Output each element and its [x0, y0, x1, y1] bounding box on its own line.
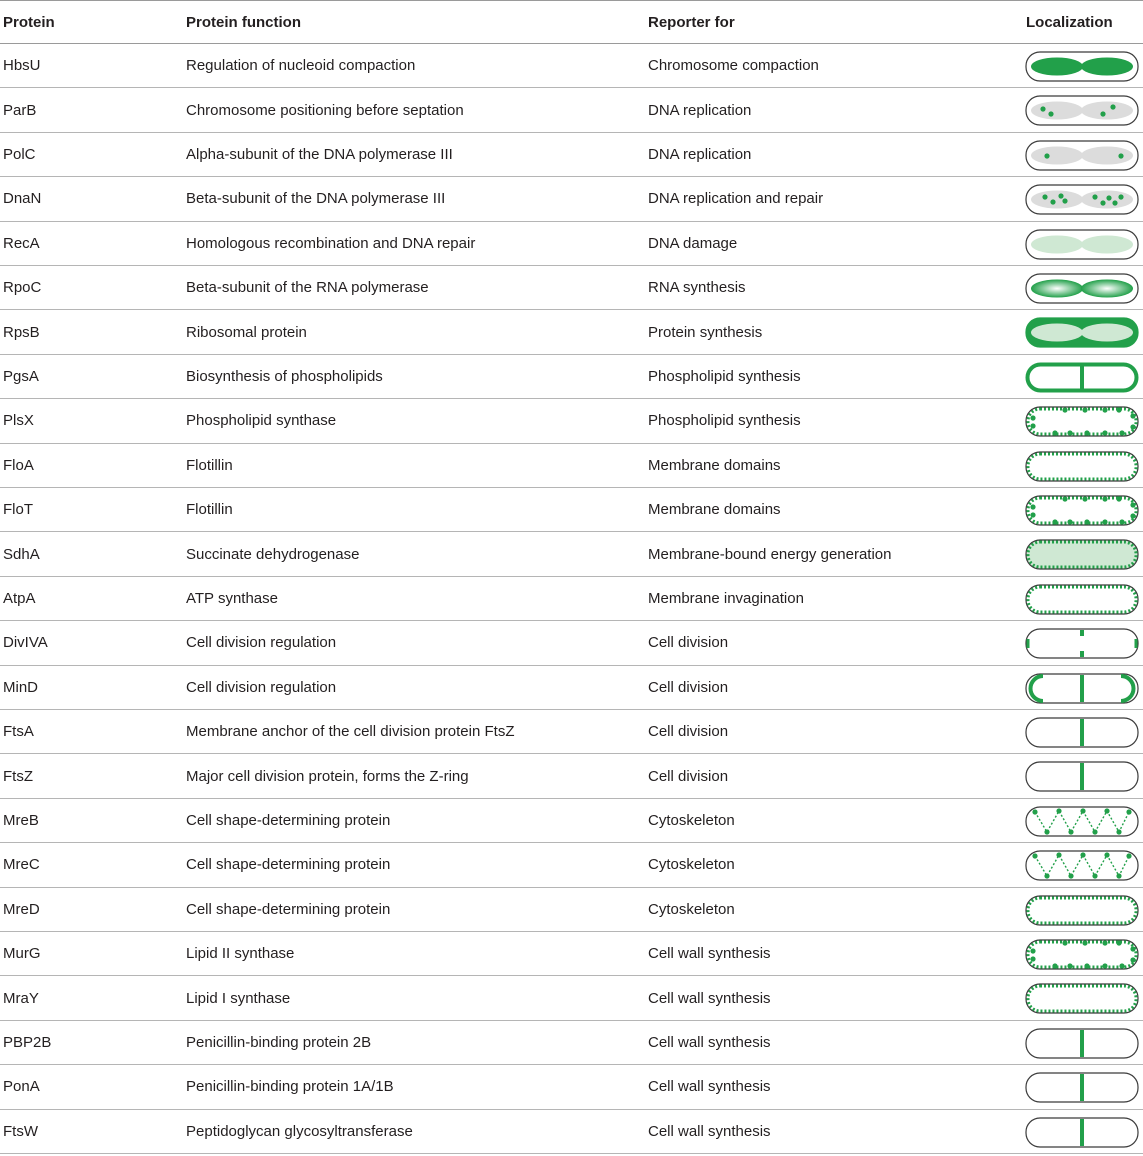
table-row — [0, 577, 1143, 621]
localization-cell — [1025, 939, 1139, 975]
protein-cell: FtsW — [3, 1122, 38, 1140]
cell-membrane-dotted-icon — [1025, 983, 1139, 1014]
protein-cell: MinD — [3, 678, 39, 696]
localization-cell — [1025, 673, 1139, 709]
protein-cell: MreC — [3, 856, 40, 874]
function-cell: Regulation of nucleoid compaction — [186, 57, 416, 75]
table-row — [0, 1065, 1143, 1109]
function-cell: Lipid I synthase — [186, 989, 291, 1007]
protein-cell: PlsX — [3, 412, 34, 430]
table-row — [0, 355, 1143, 399]
localization-cell — [1025, 184, 1139, 220]
localization-cell — [1025, 51, 1139, 87]
function-cell: Succinate dehydrogenase — [186, 545, 360, 563]
localization-cell — [1025, 761, 1139, 797]
protein-cell: PonA — [3, 1078, 40, 1096]
function-cell: Beta-subunit of the DNA polymerase III — [186, 190, 446, 208]
protein-cell: FtsZ — [3, 767, 33, 785]
table-row — [0, 177, 1143, 221]
localization-cell — [1025, 806, 1139, 842]
protein-cell: MreD — [3, 900, 40, 918]
localization-cell — [1025, 451, 1139, 487]
cell-helix-icon — [1025, 850, 1139, 881]
function-cell: Peptidoglycan glycosyltransferase — [186, 1122, 413, 1140]
table-header — [0, 0, 1143, 44]
protein-cell: DivIVA — [3, 634, 48, 652]
cell-helix-icon — [1025, 806, 1139, 837]
protein-cell: FloA — [3, 456, 34, 474]
function-cell: Biosynthesis of phospholipids — [186, 367, 383, 385]
reporter-cell: Cytoskeleton — [648, 900, 735, 918]
function-cell: Chromosome positioning before septation — [186, 101, 464, 119]
header-protein: Protein — [3, 13, 55, 31]
table-row — [0, 532, 1143, 576]
function-cell: Cell division regulation — [186, 678, 337, 696]
cell-membrane-dotted-icon — [1025, 895, 1139, 926]
protein-cell: SdhA — [3, 545, 40, 563]
protein-cell: FtsA — [3, 723, 34, 741]
protein-cell: PolC — [3, 145, 36, 163]
reporter-cell: Cell division — [648, 678, 729, 696]
function-cell: Penicillin-binding protein 2B — [186, 1033, 372, 1051]
cell-septum-icon — [1025, 1072, 1139, 1103]
reporter-cell: Membrane domains — [648, 501, 781, 519]
function-cell: ATP synthase — [186, 589, 278, 607]
reporter-cell: Cell division — [648, 767, 729, 785]
localization-cell — [1025, 628, 1139, 664]
reporter-cell: Phospholipid synthesis — [648, 367, 801, 385]
localization-cell — [1025, 406, 1139, 442]
reporter-cell: Cell wall synthesis — [648, 1033, 771, 1051]
table-row — [0, 932, 1143, 976]
table-row — [0, 621, 1143, 665]
reporter-cell: Chromosome compaction — [648, 57, 819, 75]
table-row — [0, 1110, 1143, 1154]
protein-cell: FloT — [3, 501, 33, 519]
localization-cell — [1025, 1028, 1139, 1064]
cell-nucleoid-gradient-icon — [1025, 273, 1139, 304]
protein-cell: RecA — [3, 234, 40, 252]
localization-cell — [1025, 1072, 1139, 1108]
reporter-cell: Protein synthesis — [648, 323, 763, 341]
cell-nucleoid-polar-foci-icon — [1025, 140, 1139, 171]
protein-cell: MurG — [3, 945, 41, 963]
table-row — [0, 976, 1143, 1020]
function-cell: Major cell division protein, forms the Z-ring — [186, 767, 469, 785]
cell-membrane-septum-icon — [1025, 362, 1139, 393]
function-cell: Ribosomal protein — [186, 323, 307, 341]
reporter-cell: Cell wall synthesis — [648, 1078, 771, 1096]
function-cell: Flotillin — [186, 501, 233, 519]
table-row — [0, 888, 1143, 932]
table-row — [0, 88, 1143, 132]
function-cell: Phospholipid synthase — [186, 412, 337, 430]
localization-cell — [1025, 1117, 1139, 1153]
protein-cell: ParB — [3, 101, 37, 119]
reporter-cell: Membrane domains — [648, 456, 781, 474]
localization-cell — [1025, 140, 1139, 176]
table-row — [0, 44, 1143, 88]
function-cell: Homologous recombination and DNA repair — [186, 234, 476, 252]
reporter-cell: DNA replication — [648, 101, 752, 119]
function-cell: Cell shape-determining protein — [186, 856, 391, 874]
localization-cell — [1025, 850, 1139, 886]
localization-cell — [1025, 95, 1139, 131]
cell-membrane-foci-icon — [1025, 495, 1139, 526]
header-reporter-for: Reporter for — [648, 13, 735, 31]
cell-septum-icon — [1025, 717, 1139, 748]
cell-membrane-dotted-filled-icon — [1025, 539, 1139, 570]
table-row — [0, 310, 1143, 354]
reporter-cell: Cell wall synthesis — [648, 945, 771, 963]
reporter-cell: Cytoskeleton — [648, 811, 735, 829]
reporter-cell: Cell division — [648, 723, 729, 741]
function-cell: Alpha-subunit of the DNA polymerase III — [186, 145, 453, 163]
cell-septum-icon — [1025, 1028, 1139, 1059]
cell-nucleoid-foci-icon — [1025, 95, 1139, 126]
cell-septum-icon — [1025, 761, 1139, 792]
header-protein-function: Protein function — [186, 13, 301, 31]
reporter-cell: Membrane-bound energy generation — [648, 545, 892, 563]
function-cell: Cell division regulation — [186, 634, 337, 652]
protein-cell: MreB — [3, 811, 39, 829]
localization-cell — [1025, 895, 1139, 931]
localization-cell — [1025, 362, 1139, 398]
localization-cell — [1025, 584, 1139, 620]
protein-cell: MraY — [3, 989, 39, 1007]
protein-cell: HbsU — [3, 57, 41, 75]
reporter-cell: Cell wall synthesis — [648, 989, 771, 1007]
localization-cell — [1025, 495, 1139, 531]
cell-divisome-poles-icon — [1025, 628, 1139, 659]
localization-cell — [1025, 273, 1139, 309]
cell-cytoplasm-icon — [1025, 317, 1139, 348]
cell-nucleoid-solid-icon — [1025, 51, 1139, 82]
protein-cell: PgsA — [3, 367, 39, 385]
protein-cell: RpoC — [3, 279, 42, 297]
table-row — [0, 266, 1143, 310]
table-row — [0, 488, 1143, 532]
table-row — [0, 444, 1143, 488]
reporter-cell: RNA synthesis — [648, 279, 746, 297]
function-cell: Penicillin-binding protein 1A/1B — [186, 1078, 394, 1096]
function-cell: Cell shape-determining protein — [186, 811, 391, 829]
cell-nucleoid-faint-icon — [1025, 229, 1139, 260]
table-row — [0, 754, 1143, 798]
function-cell: Membrane anchor of the cell division protein FtsZ — [186, 723, 515, 741]
table-row — [0, 399, 1143, 443]
localization-cell — [1025, 983, 1139, 1019]
reporter-cell: Cell division — [648, 634, 729, 652]
localization-cell — [1025, 539, 1139, 575]
cell-septum-icon — [1025, 1117, 1139, 1148]
reporter-cell: DNA replication — [648, 145, 752, 163]
reporter-cell: Cytoskeleton — [648, 856, 735, 874]
cell-membrane-foci-icon — [1025, 406, 1139, 437]
reporter-cell: Membrane invagination — [648, 589, 804, 607]
reporter-cell: DNA replication and repair — [648, 190, 824, 208]
cell-membrane-dotted-icon — [1025, 451, 1139, 482]
localization-cell — [1025, 317, 1139, 353]
cell-membrane-foci-icon — [1025, 939, 1139, 970]
cell-nucleoid-multi-foci-icon — [1025, 184, 1139, 215]
cell-membrane-dotted-icon — [1025, 584, 1139, 615]
table-row — [0, 222, 1143, 266]
reporter-cell: DNA damage — [648, 234, 738, 252]
protein-cell: AtpA — [3, 589, 36, 607]
protein-cell: DnaN — [3, 190, 42, 208]
header-localization: Localization — [1026, 13, 1113, 31]
table-row — [0, 710, 1143, 754]
localization-cell — [1025, 229, 1139, 265]
protein-cell: RpsB — [3, 323, 40, 341]
table-row — [0, 843, 1143, 887]
localization-cell — [1025, 717, 1139, 753]
reporter-cell: Cell wall synthesis — [648, 1122, 771, 1140]
table-row — [0, 799, 1143, 843]
function-cell: Cell shape-determining protein — [186, 900, 391, 918]
table-row — [0, 666, 1143, 710]
function-cell: Beta-subunit of the RNA polymerase — [186, 279, 429, 297]
function-cell: Lipid II synthase — [186, 945, 295, 963]
protein-cell: PBP2B — [3, 1033, 52, 1051]
table-row — [0, 1021, 1143, 1065]
reporter-cell: Phospholipid synthesis — [648, 412, 801, 430]
table-row — [0, 133, 1143, 177]
cell-divisome-caps-icon — [1025, 673, 1139, 704]
function-cell: Flotillin — [186, 456, 233, 474]
